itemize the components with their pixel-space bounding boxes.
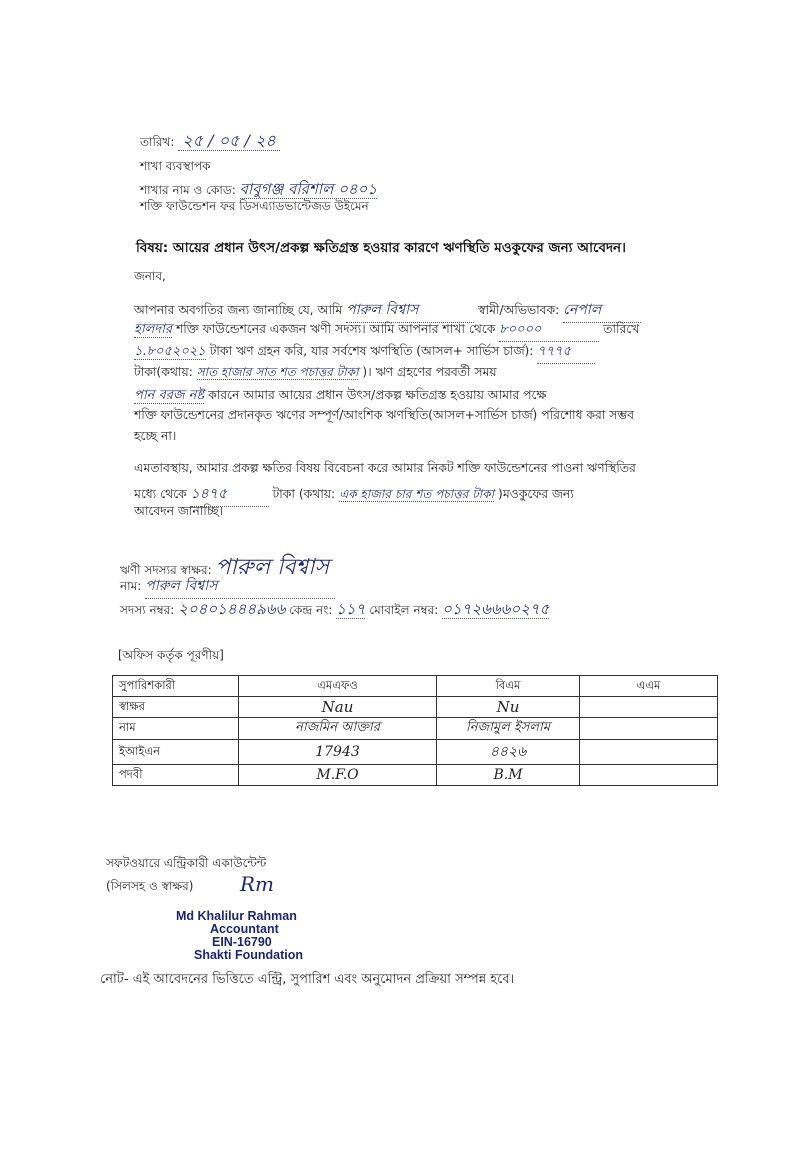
table-header-cell: এমএফও	[239, 676, 437, 697]
mfo-designation: M.F.O	[239, 765, 437, 786]
table-header-row	[113, 676, 718, 697]
table-header-cell: বিএম	[437, 676, 580, 697]
body-line-10: আবেদন জানাচ্ছি।	[134, 504, 223, 518]
table-row	[113, 718, 718, 740]
body-line-4	[134, 364, 497, 384]
salutation: জনাব,	[134, 269, 166, 283]
row-label: পদবী	[113, 765, 239, 786]
table-header-cell: এএম	[580, 676, 718, 697]
body-text: স্বামী/অভিভাবক:	[478, 303, 560, 317]
bm-name: নিজামুল ইসলাম	[437, 718, 580, 740]
body-text: মধ্যে থেকে	[134, 487, 187, 501]
office-heading: [অফিস কর্তৃক পূরণীয়]	[118, 648, 224, 662]
body-text: শক্তি ফাউন্ডেশনের একজন ঋণী সদস্য। আমি আপনার শাখা থেকে	[175, 322, 496, 336]
row-label: ইআইএন	[113, 740, 239, 765]
body-line-2	[134, 320, 639, 342]
branch-label: শাখার নাম ও কোড:	[140, 183, 236, 197]
body-text: আপনার অবগতির জন্য জানাচ্ছি যে, আমি	[134, 303, 343, 317]
member-id-line	[120, 598, 549, 623]
mfo-ein: 17943	[239, 740, 437, 765]
am-cell	[580, 740, 718, 765]
row-label: নাম	[113, 718, 239, 740]
member-id-value: ২০৪০১৪৪৪৯৬৬	[178, 600, 286, 618]
loan-date-fill: ১.৮০৫২০২১	[134, 344, 206, 359]
balance-fill: ৭৭৭৫	[537, 342, 595, 364]
body-line-5	[134, 386, 546, 407]
accountant-stamp	[176, 910, 303, 962]
table-header-cell: সুপারিশকারী	[113, 676, 239, 697]
guardian-fill-2: হালদার	[134, 322, 173, 337]
mfo-name: নাজমিন আক্তার	[239, 718, 437, 740]
body-text: কারনে আমার আয়ের প্রধান উৎস/প্রকল্প ক্ষতিগ্রস্ত হওয়ায় আমার পক্ষে	[208, 388, 547, 402]
body-text: )। ঋণ গ্রহণের পরবর্তী সময়	[362, 365, 497, 379]
mobile-value: ০১৭২৬৬৬০২৭৫	[442, 600, 550, 618]
loan-amount-fill: ৮০০০০	[499, 320, 599, 342]
branch-value: বাবুগঞ্জ বরিশাল ০৪০১	[239, 180, 378, 198]
body-line-3	[134, 342, 595, 364]
guardian-fill: নেপাল	[563, 298, 641, 323]
am-cell	[580, 765, 718, 786]
table-row	[113, 765, 718, 786]
am-cell	[580, 697, 718, 718]
addressee-line: শাখা ব্যবস্থাপক	[140, 159, 211, 173]
waiver-amount-fill: ১৪৭৫	[191, 482, 269, 507]
accountant-signature: Rm	[240, 872, 275, 896]
body-text: টাকা(কথায়:	[134, 365, 193, 379]
date-label: তারিখ:	[140, 135, 175, 149]
footer-note: নোট- এই আবেদনের ভিত্তিতে এন্ট্রি, সুপারিশ এবং অনুমোদন প্রক্রিয়া সম্পন্ন হবে।	[100, 972, 515, 987]
center-label: কেন্দ্র নং:	[289, 603, 333, 617]
member-name-fill: পারুল বিশ্বাস	[346, 298, 474, 323]
bm-signature: Nu	[437, 697, 580, 718]
subject-line: বিষয়: আয়ের প্রধান উৎস/প্রকল্প ক্ষতিগ্রস্ত হওয়ার কারণে ঋণস্থিতি মওকুফের জন্য আবেদন।	[136, 240, 626, 256]
body-text: তারিখে	[603, 322, 640, 336]
mfo-signature: Nau	[239, 697, 437, 718]
body-line-8: এমতাবস্থায়, আমার প্রকল্প ক্ষতির বিষয় বিবেচনা করে আমার নিকট শক্তি ফাউন্ডেশনের পাওনা ঋণস্থিতির	[134, 461, 636, 475]
stamp-ein: EIN-16790	[212, 935, 272, 949]
organization-line: শক্তি ফাউন্ডেশন ফর ডিসএ্যাডভান্টেজড উইমেন	[140, 199, 369, 213]
member-signature-label: ঋণী সদস্যর স্বাক্ষর:	[120, 563, 212, 577]
member-signature: পারুল বিশ্বাস	[215, 555, 330, 580]
accountant-label: সফটওয়ারে এন্ট্রিকারী একাউন্টেন্ট	[106, 856, 267, 870]
waiver-words-fill: এক হাজার চার শত পচাত্তর টাকা	[339, 487, 495, 501]
balance-words-fill: সাত হাজার সাত শত পচাত্তর টাকা	[196, 365, 359, 379]
stamp-org: Shakti Foundation	[194, 948, 304, 962]
date-value: ২৫ / ০৫ / ২৪	[178, 131, 279, 151]
am-cell	[580, 718, 718, 740]
body-text: টাকা ঋণ গ্রহন করি, যার সর্বশেষ ঋণস্থিতি (আসল+ সার্ভিস চার্জ):	[209, 344, 534, 358]
row-label: স্বাক্ষর	[113, 697, 239, 718]
stamp-title: Accountant	[210, 922, 279, 936]
member-id-label: সদস্য নম্বর:	[120, 603, 175, 617]
member-name-line	[120, 574, 335, 599]
body-text: )মওকুফের জন্য	[498, 487, 574, 501]
bm-ein: ৪৪২৬	[437, 740, 580, 765]
center-value: ১১৭	[336, 600, 366, 618]
stamp-name: Md Khalilur Rahman	[176, 909, 297, 923]
bm-designation: B.M	[437, 765, 580, 786]
member-name-label: নাম:	[120, 579, 142, 593]
body-line-6: শক্তি ফাউন্ডেশনের প্রদানকৃত ঋণের সম্পূর্ণ/আংশিক ঋণস্থিতি(আসল+সার্ভিস চার্জ) পরিশোধ করা সম্ভব	[134, 408, 634, 422]
body-line-7: হচ্ছে না।	[134, 429, 177, 443]
member-name-value: পারুল বিশ্বাস	[145, 574, 335, 599]
body-text: টাকা (কথায়:	[272, 487, 336, 501]
accountant-seal-label: (সিলসহ ও স্বাক্ষর)	[106, 879, 194, 893]
mobile-label: মোবাইল নম্বর:	[369, 603, 439, 617]
cause-fill: পান বরজ নষ্ট	[134, 388, 205, 403]
date-line	[140, 128, 280, 155]
office-table	[112, 675, 718, 786]
table-row	[113, 697, 718, 718]
table-row	[113, 740, 718, 765]
